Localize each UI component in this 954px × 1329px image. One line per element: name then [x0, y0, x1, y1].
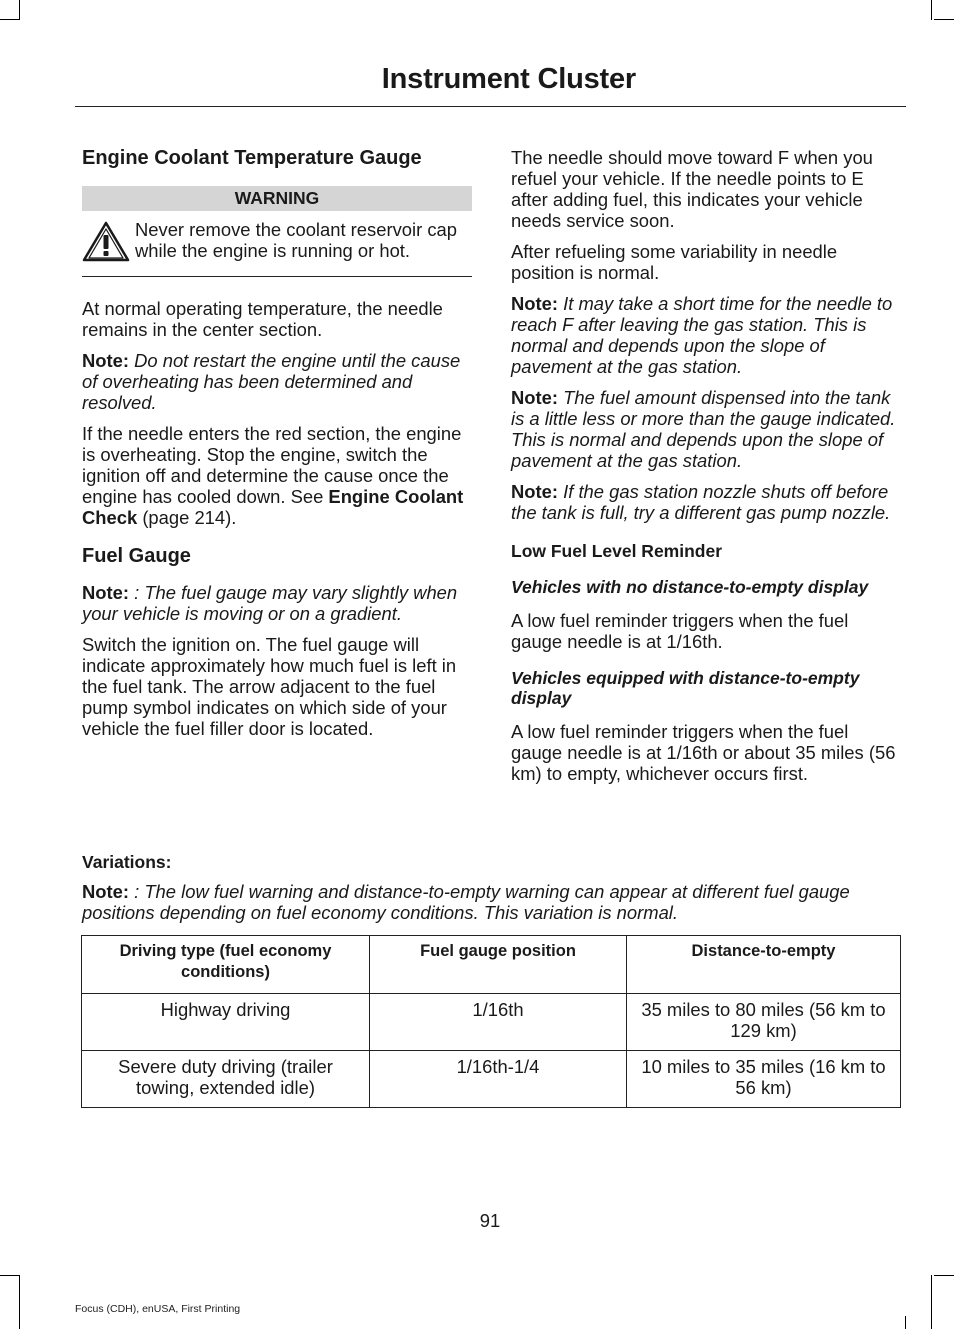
- note-label: Note:: [511, 481, 558, 502]
- engine-coolant-check-link[interactable]: Engine Coolant Check: [82, 486, 464, 528]
- dte-paragraph: A low fuel reminder triggers when the fuel gauge needle is at 1/16th or about 35 miles (56 km) to empty, whichever occurs first.: [511, 721, 896, 784]
- overheat-paragraph: [82, 423, 472, 528]
- table-row: [82, 1051, 901, 1108]
- fuel-gauge-heading: Fuel Gauge: [82, 545, 191, 567]
- coolant-gauge-heading: Engine Coolant Temperature Gauge: [82, 147, 422, 169]
- coolant-paragraph: At normal operating temperature, the needle remains in the center section.: [82, 298, 443, 340]
- variability-paragraph: After refueling some variability in needle position is normal.: [511, 241, 838, 283]
- coolant-note: [82, 350, 472, 413]
- crop-mark: [905, 1316, 906, 1329]
- fuel-note-3: [511, 481, 903, 523]
- right-column: [511, 147, 903, 784]
- dte-heading: Vehicles equipped with distance-to-empty display: [511, 668, 860, 708]
- note-text: Do not restart the engine until the cause of overheating has been determined and resolved.: [82, 350, 461, 413]
- crop-mark: [934, 19, 954, 20]
- table-header-driving-type: Driving type (fuel economy conditions): [82, 936, 370, 994]
- crop-mark: [0, 19, 20, 20]
- table-cell: Severe duty driving (trailer towing, extended idle): [82, 1051, 370, 1108]
- note-text: : The fuel gauge may vary slightly when your vehicle is moving or on a gradient.: [82, 582, 458, 624]
- table-header-distance-to-empty: Distance-to-empty: [627, 936, 901, 994]
- needle-paragraph: The needle should move toward F when you refuel your vehicle. If the needle points to E after adding fuel, this indicates your vehicle needs service soon.: [511, 147, 873, 231]
- note-label: Note:: [82, 350, 129, 371]
- crop-mark: [934, 1275, 954, 1276]
- note-label: Note:: [82, 582, 129, 603]
- note-text: : The low fuel warning and distance-to-empty warning can appear at different fuel gauge positions depending on fuel economy conditions. This variation is normal.: [82, 881, 850, 923]
- no-dte-paragraph: A low fuel reminder triggers when the fuel gauge needle is at 1/16th.: [511, 610, 849, 652]
- table-cell: 1/16th: [370, 994, 627, 1051]
- table-cell: 1/16th-1/4: [370, 1051, 627, 1108]
- table-header-row: [82, 936, 901, 994]
- no-dte-heading: Vehicles with no distance-to-empty display: [511, 577, 869, 597]
- overheat-text: If the needle enters the red section, the engine is overheating. Stop the engine, switch the ignition off and determine the cause once the engine has cooled down. See: [82, 423, 462, 507]
- note-label: Note:: [82, 881, 129, 902]
- fuel-note-1: [511, 293, 903, 377]
- table-header-gauge-position: Fuel gauge position: [370, 936, 627, 994]
- warning-body: [82, 219, 472, 264]
- coolant-warning-box: [82, 186, 472, 277]
- note-text: If the gas station nozzle shuts off before the tank is full, try a different gas pump nozzle.: [511, 481, 891, 523]
- warning-triangle-icon: [82, 220, 130, 264]
- page-reference: (page 214).: [137, 507, 237, 528]
- variations-section: [82, 852, 902, 923]
- fuel-gauge-paragraph: Switch the ignition on. The fuel gauge will indicate approximately how much fuel is left in the fuel tank. The arrow adjacent to the fuel pump symbol indicates on which side of your vehicle the fuel filler door is located.: [82, 634, 457, 739]
- fuel-note-2: [511, 387, 903, 471]
- crop-mark: [19, 1275, 20, 1329]
- variations-table: [81, 935, 901, 1108]
- left-column: [82, 147, 472, 739]
- crop-mark: [931, 0, 932, 20]
- note-label: Note:: [511, 387, 558, 408]
- warning-text: Never remove the coolant reservoir cap while the engine is running or hot.: [135, 219, 457, 261]
- note-text: The fuel amount dispensed into the tank is a little less or more than the gauge indicated. This is normal and depends upon the slope of pavement at the gas station.: [511, 387, 896, 471]
- page-title: Instrument Cluster: [381, 63, 636, 95]
- title-divider: [75, 106, 906, 107]
- warning-divider: [82, 276, 472, 277]
- fuel-gauge-note: [82, 582, 472, 624]
- table-cell: Highway driving: [82, 994, 370, 1051]
- variations-note: [82, 881, 902, 923]
- table-cell: 10 miles to 35 miles (16 km to 56 km): [627, 1051, 901, 1108]
- page-number: 91: [479, 1210, 501, 1231]
- low-fuel-heading: Low Fuel Level Reminder: [511, 541, 723, 561]
- note-label: Note:: [511, 293, 558, 314]
- table-row: [82, 994, 901, 1051]
- footer-text: Focus (CDH), enUSA, First Printing: [75, 1303, 241, 1315]
- table-cell: 35 miles to 80 miles (56 km to 129 km): [627, 994, 901, 1051]
- note-text: It may take a short time for the needle to reach F after leaving the gas station. This is normal and depends upon the slope of pavement at the gas station.: [511, 293, 893, 377]
- crop-mark: [0, 1275, 20, 1276]
- crop-mark: [931, 1316, 932, 1329]
- crop-mark: [19, 0, 20, 20]
- warning-label: WARNING: [82, 186, 472, 211]
- variations-heading: Variations:: [82, 852, 172, 872]
